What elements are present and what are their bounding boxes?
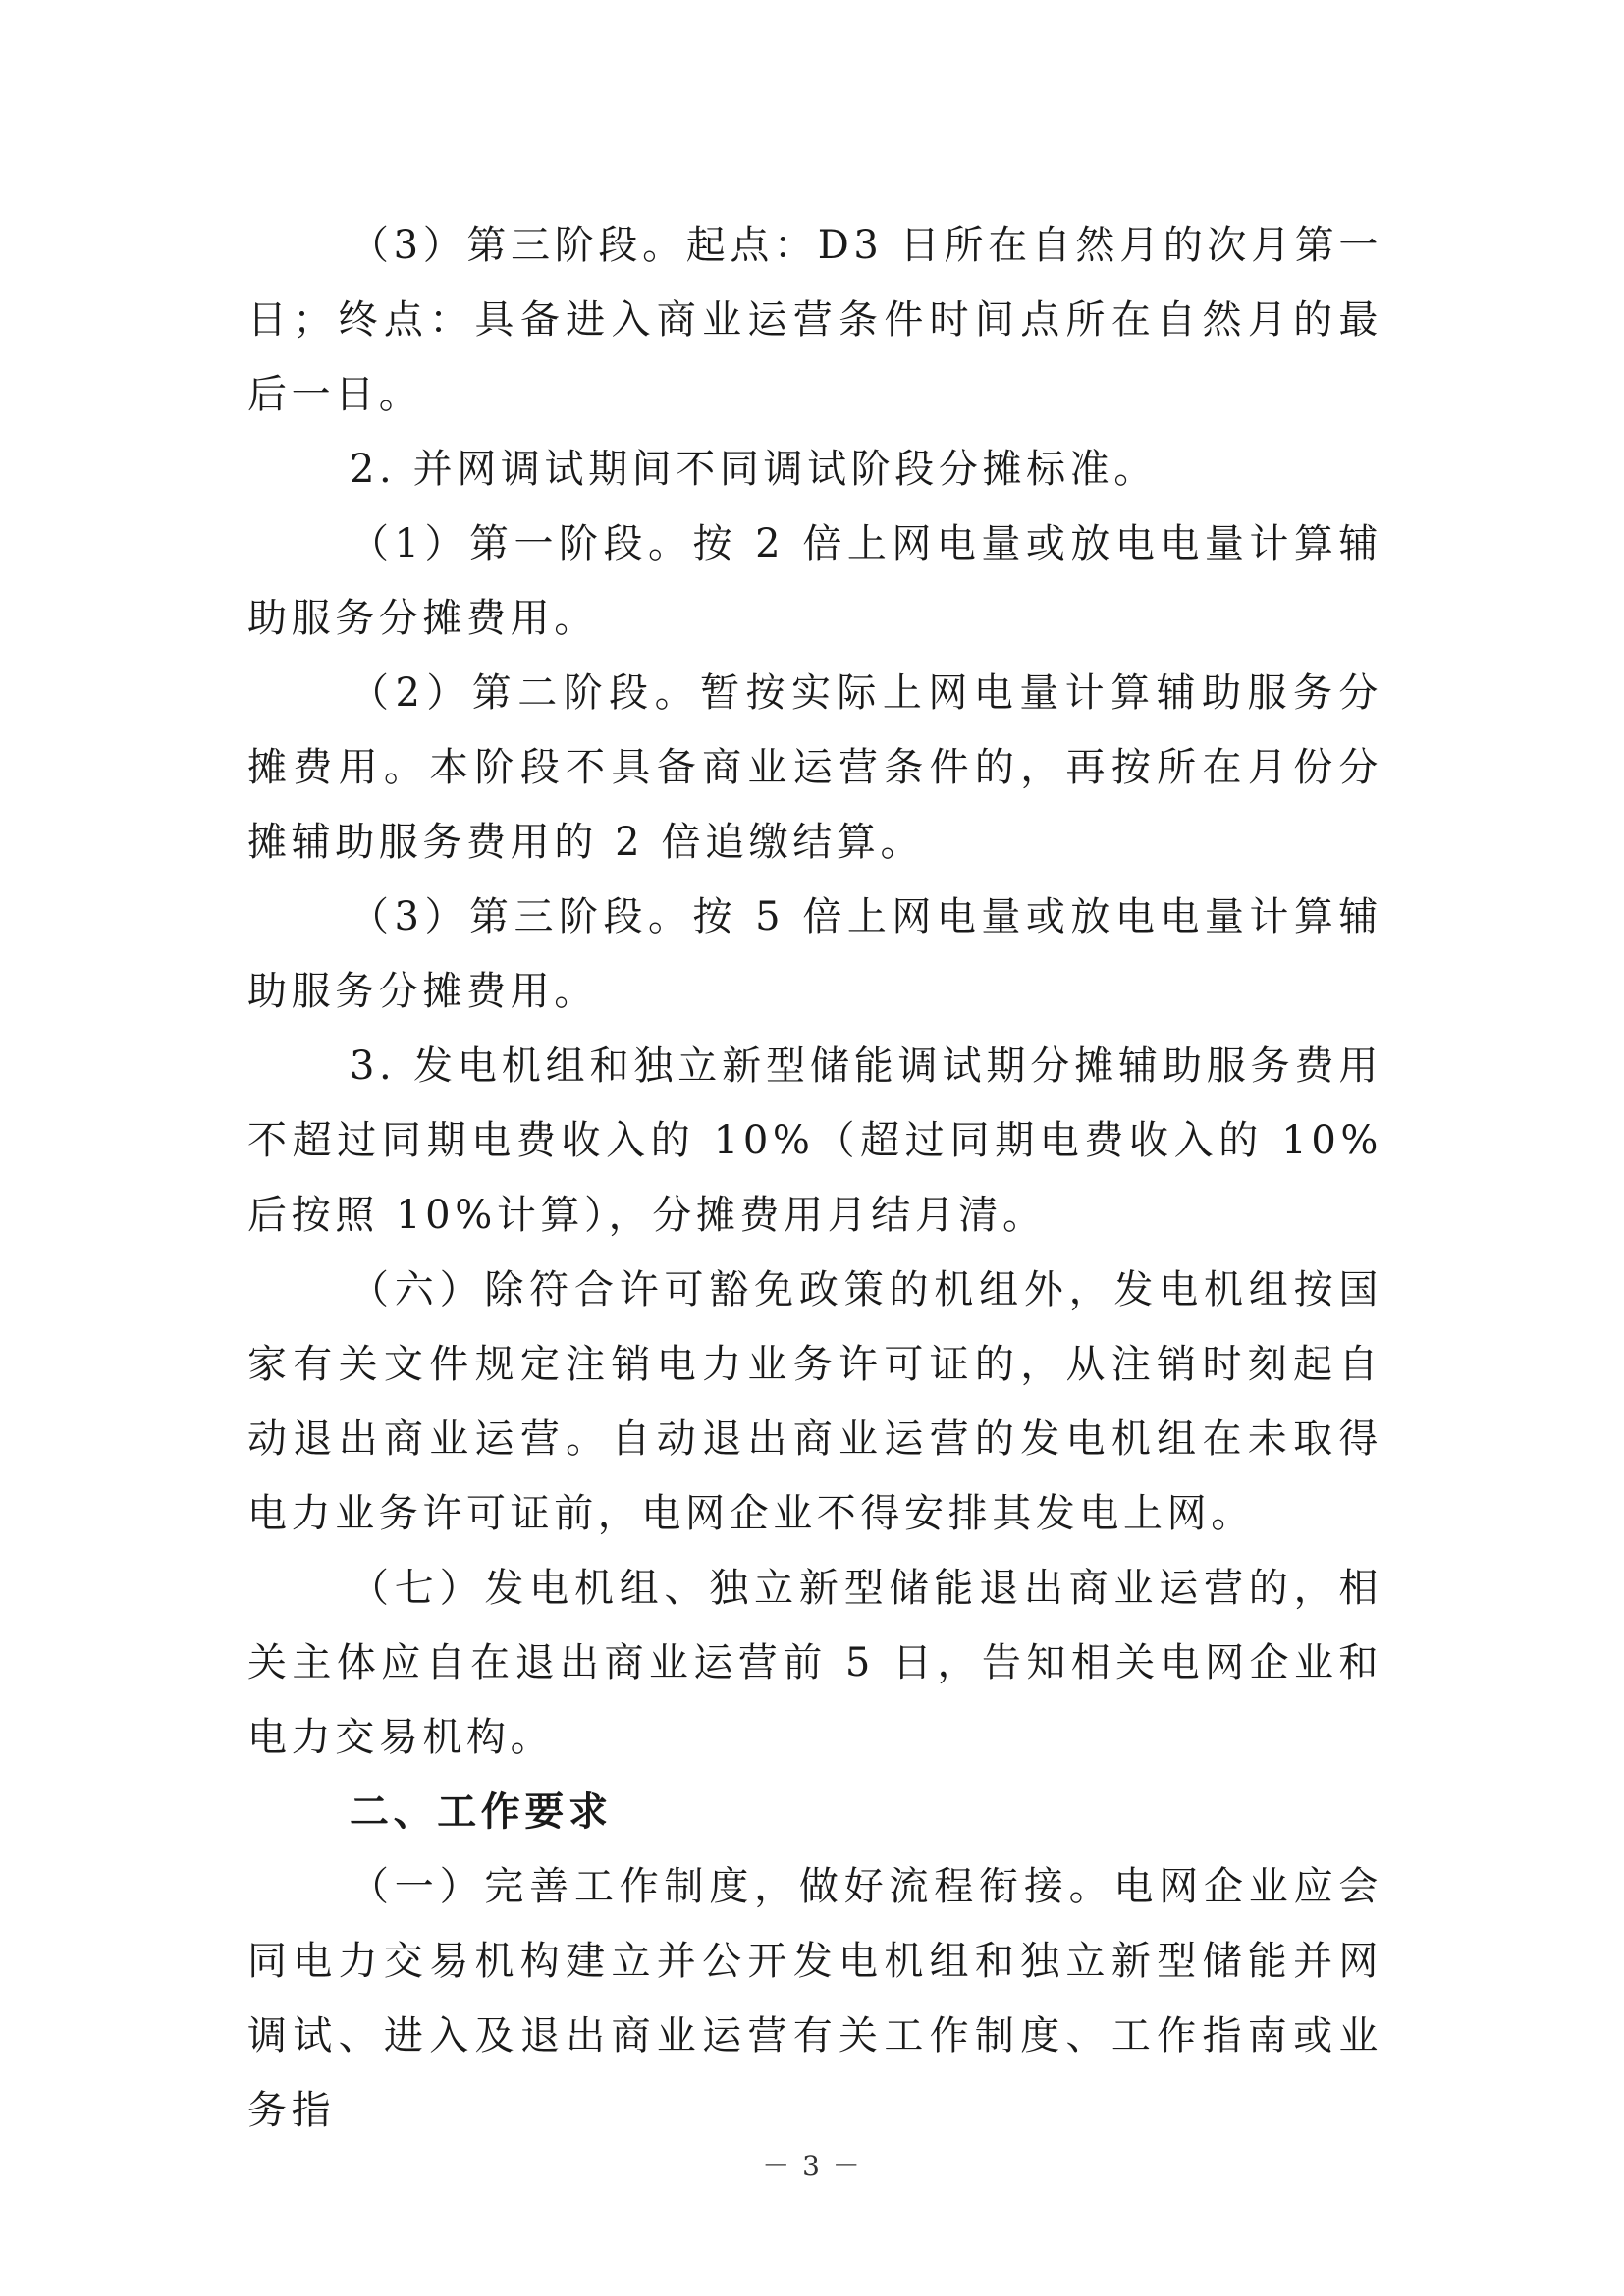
page-number: － 3 － [762, 2150, 862, 2182]
paragraph-section-six: （六）除符合许可豁免政策的机组外，发电机组按国家有关文件规定注销电力业务许可证的，从注销时刻起自动退出商业运营。自动退出商业运营的发电机组在未取得电力业务许可证前，电网企业不得安排其发电上网。 [247, 1267, 1382, 1536]
section-heading-work-requirements: 二、工作要求 [350, 1789, 613, 1835]
document-body [247, 208, 1382, 2148]
paragraph-stage-three-standard: （3）第三阶段。按 5 倍上网电量或放电电量计算辅助服务分摊费用。 [247, 894, 1382, 1014]
paragraph-stage-one-standard: （1）第一阶段。按 2 倍上网电量或放电电量计算辅助服务分摊费用。 [247, 521, 1382, 641]
paragraph-requirement-one: （一）完善工作制度，做好流程衔接。电网企业应会同电力交易机构建立并公开发电机组和独立新型储能并网调试、进入及退出商业运营有关工作制度、工作指南或业务指 [247, 1864, 1382, 2133]
paragraph-stage-three-period: （3）第三阶段。起点：D3 日所在自然月的次月第一日；终点：具备进入商业运营条件时间点所在自然月的最后一日。 [247, 223, 1382, 417]
paragraph-item-3-cap: 3. 发电机组和独立新型储能调试期分摊辅助服务费用不超过同期电费收入的 10%（超过同期电费收入的 10%后按照 10%计算），分摊费用月结月清。 [247, 1043, 1382, 1238]
paragraph-item-2-title: 2. 并网调试期间不同调试阶段分摊标准。 [350, 447, 1158, 492]
paragraph-section-seven: （七）发电机组、独立新型储能退出商业运营的，相关主体应自在退出商业运营前 5 日，告知相关电网企业和电力交易机构。 [247, 1566, 1382, 1760]
paragraph-stage-two-standard: （2）第二阶段。暂按实际上网电量计算辅助服务分摊费用。本阶段不具备商业运营条件的，再按所在月份分摊辅助服务费用的 2 倍追缴结算。 [247, 670, 1382, 865]
